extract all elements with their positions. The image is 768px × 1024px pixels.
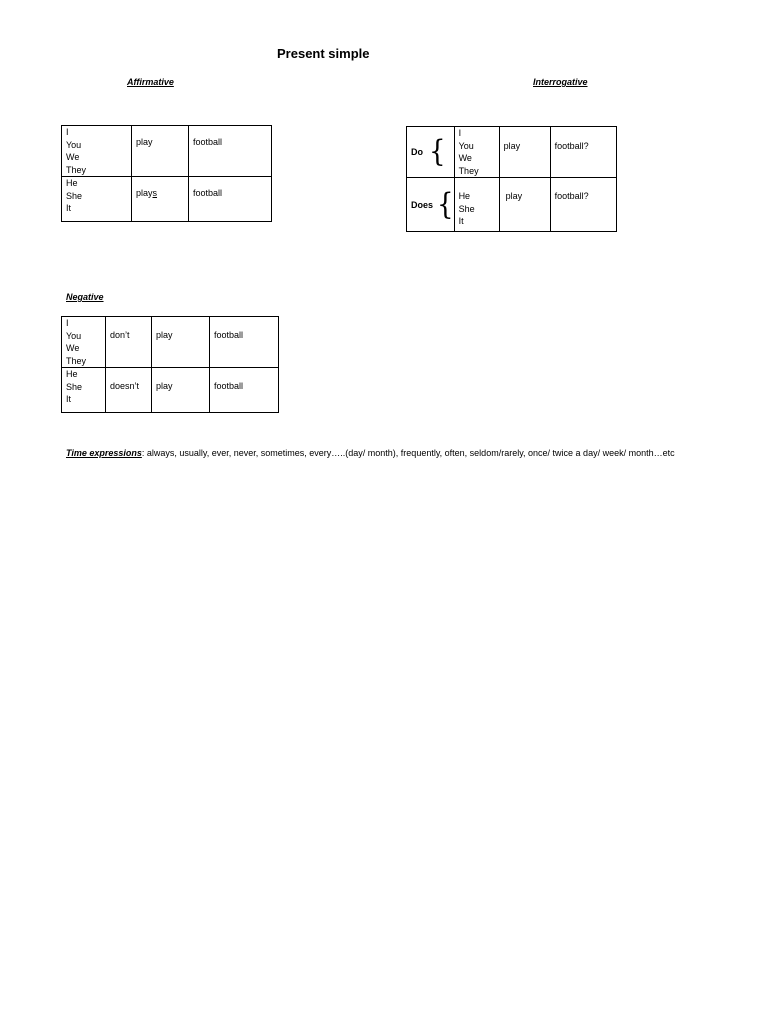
pronoun-cell: He She It bbox=[62, 368, 106, 413]
pronoun-cell: I You We They bbox=[454, 127, 499, 178]
verb-cell: play bbox=[132, 126, 189, 177]
verb-cell: play bbox=[499, 178, 550, 232]
pronoun-cell: I You We They bbox=[62, 317, 106, 368]
auxiliary-cell: Do { bbox=[407, 127, 455, 178]
object-cell: football bbox=[189, 177, 272, 222]
left-brace-icon: { bbox=[429, 134, 446, 170]
time-expressions-label: Time expressions bbox=[66, 448, 142, 458]
pronoun-cell: He She It bbox=[454, 178, 499, 232]
object-cell: football bbox=[210, 368, 279, 413]
verb-cell: play bbox=[152, 368, 210, 413]
table-row bbox=[62, 368, 279, 413]
affirmative-heading: Affirmative bbox=[127, 77, 174, 87]
table-row bbox=[62, 177, 272, 222]
page-title: Present simple bbox=[277, 46, 370, 61]
table-row bbox=[62, 126, 272, 177]
pronoun-cell: I You We They bbox=[62, 126, 132, 177]
object-cell: football? bbox=[550, 178, 616, 232]
table-row bbox=[407, 127, 617, 178]
auxiliary-cell: don’t bbox=[106, 317, 152, 368]
object-cell: football bbox=[210, 317, 279, 368]
negative-table bbox=[61, 316, 279, 413]
table-row bbox=[62, 317, 279, 368]
verb-cell: plays bbox=[132, 177, 189, 222]
pronoun-cell: He She It bbox=[62, 177, 132, 222]
interrogative-heading: Interrogative bbox=[533, 77, 588, 87]
interrogative-table bbox=[406, 126, 617, 232]
object-cell: football bbox=[189, 126, 272, 177]
verb-cell: play bbox=[499, 127, 550, 178]
object-cell: football? bbox=[550, 127, 616, 178]
time-expressions-text: : always, usually, ever, never, sometimes, every…..(day/ month), frequently, often, seldom/rarely, once/ twice a day/ week/ month…etc bbox=[141, 448, 675, 458]
negative-heading: Negative bbox=[66, 292, 104, 302]
left-brace-icon: { bbox=[437, 187, 454, 222]
auxiliary-cell: doesn’t bbox=[106, 368, 152, 413]
auxiliary-cell: Does { bbox=[407, 178, 455, 232]
table-row bbox=[407, 178, 617, 232]
affirmative-table bbox=[61, 125, 272, 222]
time-expressions bbox=[66, 446, 706, 460]
verb-cell: play bbox=[152, 317, 210, 368]
